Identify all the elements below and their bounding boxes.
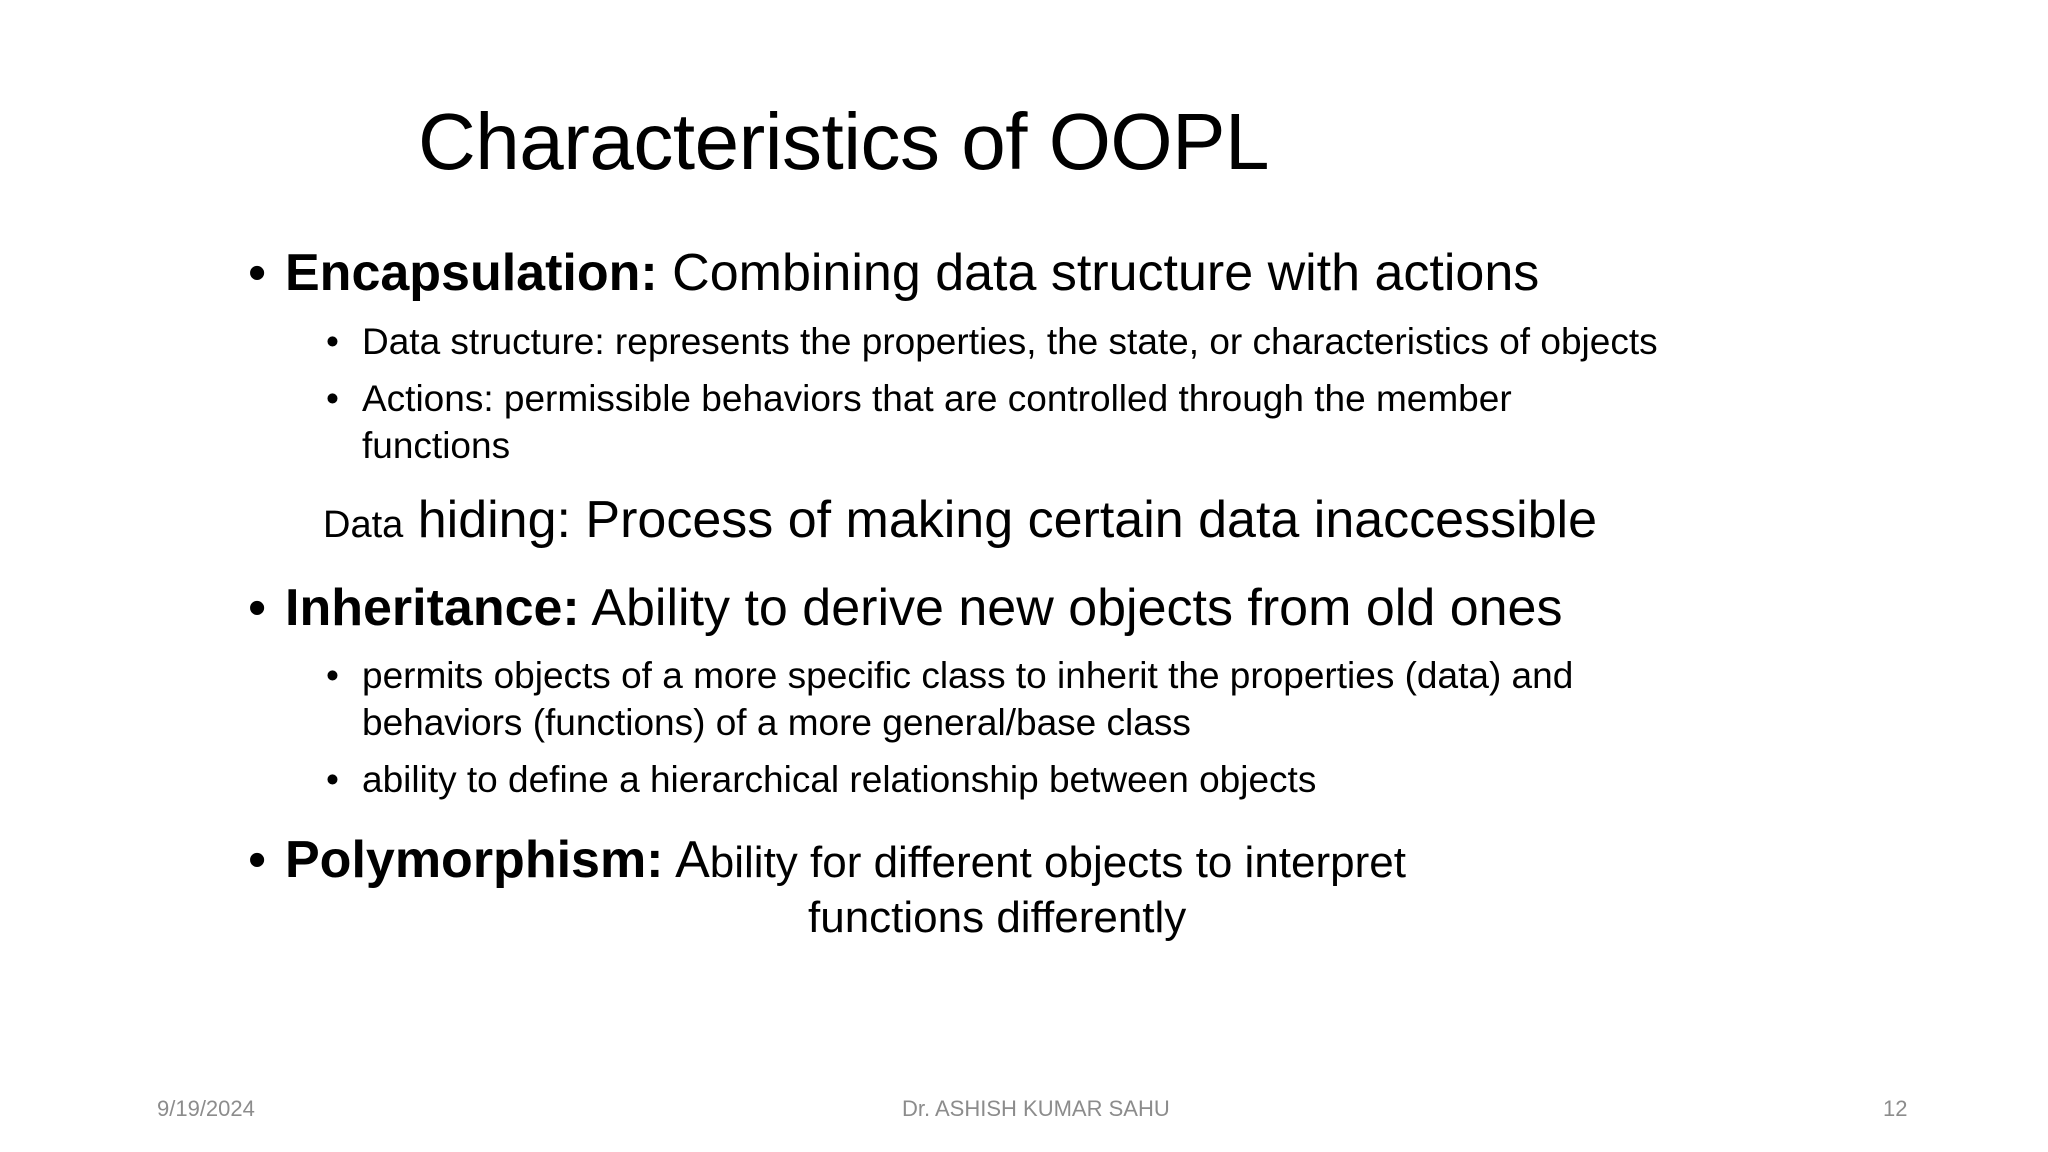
bullet-dot: • — [326, 378, 339, 419]
inheritance-term: Inheritance: — [285, 579, 580, 637]
polymorphism-desc: bility for different objects to interpret — [709, 838, 1406, 887]
sub-bullet-actions — [326, 378, 1512, 420]
bullet-polymorphism — [248, 831, 1406, 889]
polymorphism-desc-line2: functions differently — [808, 893, 1187, 942]
hierarchy-text: ability to define a hierarchical relationship between objects — [362, 759, 1317, 800]
bullet-dot: • — [248, 579, 267, 637]
bullet-dot: • — [326, 321, 339, 362]
bullet-encapsulation — [248, 244, 1540, 302]
bullet-dot: • — [326, 759, 339, 800]
inheritance-desc: Ability to derive new objects from old ones — [579, 579, 1563, 637]
bullet-inheritance — [248, 579, 1563, 637]
sub-bullet-data-structure — [326, 321, 1658, 363]
footer-author: Dr. ASHISH KUMAR SAHU — [902, 1096, 1170, 1121]
polymorphism-term: Polymorphism: — [285, 831, 664, 889]
slide-title: Characteristics of OOPL — [418, 97, 1269, 186]
actions-text-line2: functions — [362, 425, 511, 466]
bullet-dot: • — [248, 244, 267, 302]
sub-bullet-hierarchy — [326, 759, 1317, 801]
actions-text-line1: Actions: permissible behaviors that are controlled through the member — [362, 378, 1512, 419]
sub-bullet-permits — [326, 655, 1574, 697]
encapsulation-desc: Combining data structure with actions — [657, 244, 1540, 302]
data-structure-text: Data structure: represents the properties, the state, or characteristics of objects — [362, 321, 1658, 362]
bullet-dot: • — [326, 655, 339, 696]
data-hiding-line — [323, 492, 1597, 549]
bullet-dot: • — [248, 831, 267, 889]
footer-page-number: 12 — [1883, 1096, 1908, 1121]
permits-text-line1: permits objects of a more specific class to inherit the properties (data) and — [362, 655, 1574, 696]
data-hiding-small: Data — [323, 504, 404, 546]
encapsulation-term: Encapsulation: — [285, 244, 658, 302]
data-hiding-rest: hiding: Process of making certain data inaccessible — [403, 491, 1598, 549]
footer-date: 9/19/2024 — [157, 1096, 255, 1121]
polymorphism-cap: A — [663, 831, 710, 889]
permits-text-line2: behaviors (functions) of a more general/base class — [362, 702, 1191, 743]
